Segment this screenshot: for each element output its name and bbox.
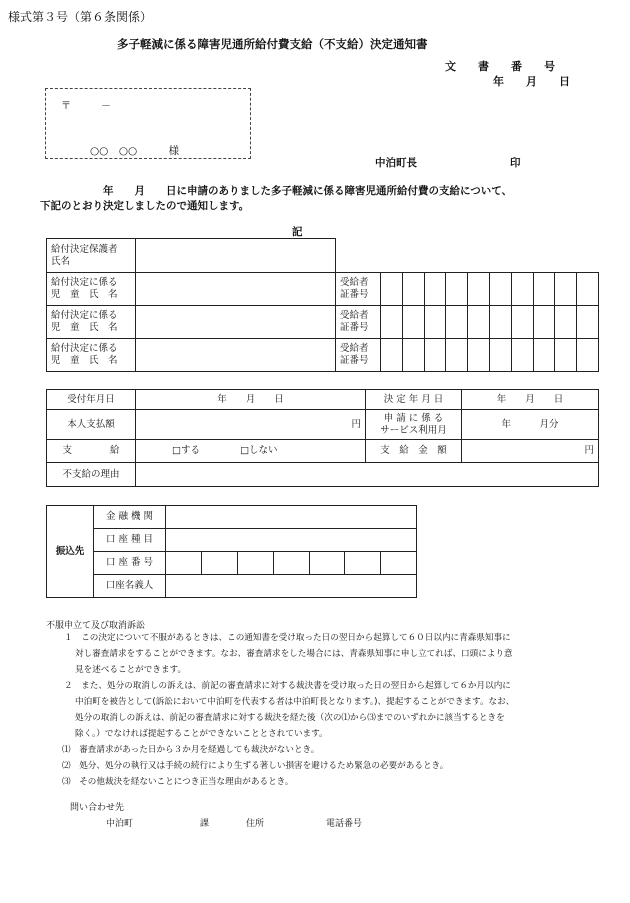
cert-digit[interactable] bbox=[555, 306, 577, 339]
issue-date: 年 月 日 bbox=[493, 75, 570, 88]
payment-options bbox=[136, 440, 366, 463]
reason-label: 不支給の理由 bbox=[47, 463, 136, 487]
account-type-label: 口 座 種 目 bbox=[94, 529, 166, 552]
cert-number-label: 受給者 証番号 bbox=[336, 339, 381, 372]
cert-digit[interactable] bbox=[533, 339, 555, 372]
account-digit[interactable] bbox=[381, 552, 417, 575]
bank-institution-field[interactable] bbox=[166, 506, 417, 529]
cert-digit[interactable] bbox=[468, 339, 490, 372]
seal-mark: 印 bbox=[510, 157, 521, 169]
document-title: 多子軽減に係る障害児通所給付費支給（不支給）決定通知書 bbox=[117, 37, 428, 51]
bank-title: 振込先 bbox=[47, 506, 94, 598]
contact-address: 住所 bbox=[246, 819, 265, 829]
appeal-heading: 不服申立て及び取消訴訟 bbox=[46, 621, 146, 631]
child-name-field[interactable] bbox=[136, 306, 336, 339]
cert-digit[interactable] bbox=[446, 273, 468, 306]
document-number-label: 文 書 番 号 bbox=[445, 60, 555, 73]
appeal-line: ⑴ 審査請求があった日から３か月を経過しても裁決がないとき。 bbox=[62, 745, 320, 755]
form-number: 様式第３号（第６条関係） bbox=[8, 10, 153, 24]
appeal-line: １ この決定について不服があるときは、この通知書を受け取った日の翌日から起算して６０日以内に青森県知事に bbox=[64, 633, 511, 643]
cert-digit[interactable] bbox=[511, 306, 533, 339]
decision-table bbox=[46, 389, 599, 487]
account-number-label: 口 座 番 号 bbox=[94, 552, 166, 575]
cert-digit[interactable] bbox=[577, 306, 599, 339]
reason-row bbox=[47, 463, 599, 487]
recipient-table bbox=[46, 238, 599, 372]
self-pay-field[interactable]: 円 bbox=[136, 410, 366, 440]
cert-digit[interactable] bbox=[511, 339, 533, 372]
decision-date-field[interactable]: 年 月 日 bbox=[462, 390, 599, 410]
cert-digit[interactable] bbox=[511, 273, 533, 306]
cert-digit[interactable] bbox=[381, 273, 403, 306]
cert-digit[interactable] bbox=[402, 339, 424, 372]
cert-digit[interactable] bbox=[381, 306, 403, 339]
postal-code: 〒 － bbox=[61, 101, 111, 112]
appeal-line: 見を述べることができます。 bbox=[75, 665, 187, 675]
issuer-name: 中泊町長 bbox=[375, 157, 417, 169]
appeal-line: ２ また、処分の取消しの訴えは、前記の審査請求に対する裁決書を受け取った日の翌日から起算して６か月以内に bbox=[64, 681, 511, 691]
account-digit[interactable] bbox=[237, 552, 273, 575]
option-no-checkbox[interactable]: □しない bbox=[240, 445, 278, 456]
cert-digit[interactable] bbox=[489, 306, 511, 339]
appeal-line: 中泊町を被告として(訴訟において中泊町を代表する者は中泊町長となります。)、提起することができます。なお、 bbox=[75, 697, 515, 707]
cert-digit[interactable] bbox=[468, 306, 490, 339]
account-type-field[interactable] bbox=[166, 529, 417, 552]
account-digit[interactable] bbox=[345, 552, 381, 575]
body-line-2: 下記のとおり決定しましたので通知します。 bbox=[40, 200, 250, 212]
cert-digit[interactable] bbox=[424, 273, 446, 306]
account-digit[interactable] bbox=[273, 552, 309, 575]
cert-digit[interactable] bbox=[446, 339, 468, 372]
address-box bbox=[45, 88, 251, 159]
contact-label: 問い合わせ先 bbox=[70, 803, 125, 813]
account-digit[interactable] bbox=[166, 552, 202, 575]
appeal-line: ⑵ 処分、処分の執行又は手続の続行により生ずる著しい損害を避けるため緊急の必要があるとき。 bbox=[62, 761, 449, 771]
guardian-name-field[interactable] bbox=[136, 239, 336, 273]
service-month-field[interactable]: 年 月分 bbox=[462, 410, 599, 440]
cert-digit[interactable] bbox=[489, 339, 511, 372]
appeal-line: 対し審査請求をすることができます。なお、審査請求をした場合には、青森県知事に申し立てれば、口頭により意 bbox=[75, 649, 513, 659]
dates-row bbox=[47, 390, 599, 410]
account-holder-label: 口座名義人 bbox=[94, 575, 166, 598]
child-row bbox=[47, 339, 599, 372]
cert-digit[interactable] bbox=[577, 273, 599, 306]
cert-number-label: 受給者 証番号 bbox=[336, 306, 381, 339]
cert-digit[interactable] bbox=[533, 273, 555, 306]
bank-institution-label: 金 融 機 関 bbox=[94, 506, 166, 529]
payment-amount-label: 支 給 金 額 bbox=[366, 440, 462, 463]
appeal-line: 処分の取消しの訴えは、前記の審査請求に対する裁決を経た後（次の⑴から⑶までのいずれかに該当するときを bbox=[75, 713, 505, 723]
service-month-label: 申 請 に 係 る サービス利用月 bbox=[366, 410, 462, 440]
account-digit[interactable] bbox=[309, 552, 345, 575]
guardian-row bbox=[47, 239, 599, 273]
appeal-line: 除く。）でなければ提起することができないこととされています。 bbox=[75, 729, 328, 739]
contact-phone: 電話番号 bbox=[326, 819, 363, 829]
decision-date-label: 決 定 年 月 日 bbox=[366, 390, 462, 410]
ki-label: 記 bbox=[292, 226, 303, 238]
account-digit[interactable] bbox=[201, 552, 237, 575]
cert-digit[interactable] bbox=[555, 339, 577, 372]
child-name-label: 給付決定に係る 児 童 氏 名 bbox=[47, 339, 136, 372]
cert-digit[interactable] bbox=[555, 273, 577, 306]
appeal-line: ⑶ その他裁決を経ないことにつき正当な理由があるとき。 bbox=[62, 777, 294, 787]
bank-table bbox=[46, 505, 417, 598]
self-pay-label: 本人支払額 bbox=[47, 410, 136, 440]
payment-amount-field[interactable]: 円 bbox=[462, 440, 599, 463]
child-name-field[interactable] bbox=[136, 273, 336, 306]
cert-digit[interactable] bbox=[468, 273, 490, 306]
cert-number-label: 受給者 証番号 bbox=[336, 273, 381, 306]
received-date-label: 受付年月日 bbox=[47, 390, 136, 410]
cert-digit[interactable] bbox=[446, 306, 468, 339]
cert-digit[interactable] bbox=[577, 339, 599, 372]
received-date-field[interactable]: 年 月 日 bbox=[136, 390, 366, 410]
child-row bbox=[47, 306, 599, 339]
guardian-name-label: 給付決定保護者 氏名 bbox=[47, 239, 136, 273]
body-line-1: 年 月 日に申請のありました多子軽減に係る障害児通所給付費の支給について、 bbox=[103, 185, 513, 197]
account-holder-field[interactable] bbox=[166, 575, 417, 598]
recipient-name: ○○ ○○ 様 bbox=[90, 145, 180, 157]
option-yes-checkbox[interactable]: □する bbox=[172, 445, 201, 456]
cert-digit[interactable] bbox=[381, 339, 403, 372]
child-name-label: 給付決定に係る 児 童 氏 名 bbox=[47, 273, 136, 306]
cert-digit[interactable] bbox=[402, 273, 424, 306]
cert-digit[interactable] bbox=[424, 306, 446, 339]
cert-digit[interactable] bbox=[489, 273, 511, 306]
payment-label: 支 給 bbox=[47, 440, 136, 463]
cert-digit[interactable] bbox=[424, 339, 446, 372]
child-name-label: 給付決定に係る 児 童 氏 名 bbox=[47, 306, 136, 339]
child-row bbox=[47, 273, 599, 306]
cert-digit[interactable] bbox=[402, 306, 424, 339]
payment-amount-row bbox=[47, 410, 599, 440]
child-name-field[interactable] bbox=[136, 339, 336, 372]
contact-section: 課 bbox=[200, 819, 210, 829]
cert-digit[interactable] bbox=[533, 306, 555, 339]
reason-field[interactable] bbox=[136, 463, 599, 487]
payment-row bbox=[47, 440, 599, 463]
contact-town: 中泊町 bbox=[106, 819, 134, 829]
